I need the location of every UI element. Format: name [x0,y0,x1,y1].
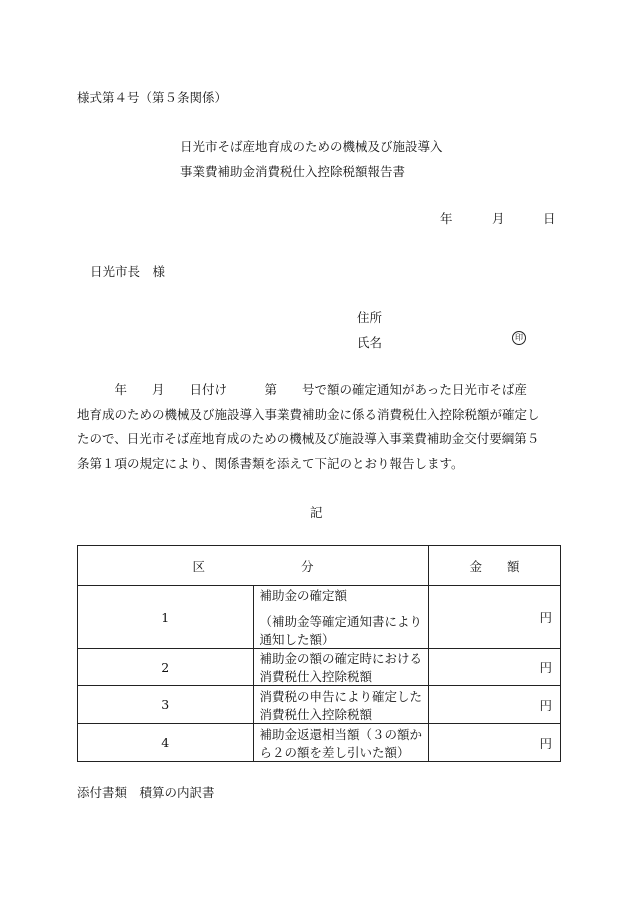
header-kubun-char1: 区 [192,558,206,574]
table-row [78,724,561,762]
row-label: 補助金の額の確定時における消費税仕入控除税額 [253,649,429,686]
table-row [78,686,561,724]
report-body-line: 地育成のための機械及び施設導入事業費補助金に係る消費税仕入控除税額が確定し [77,406,540,422]
document-title-line1: 日光市そば産地育成のための機械及び施設導入 [180,139,443,154]
form-number: 様式第４号（第５条関係） [77,90,228,105]
row-number: 2 [78,649,254,686]
report-body-line: 年 月 日付け 第 号で額の確定通知があった日光市そば産 [77,382,527,397]
seal-mark-icon: 印 [512,331,526,345]
row-number: 3 [78,686,254,724]
row-label-sub: （補助金等確定通知書により通知した額） [259,614,423,647]
row-number: 1 [78,586,254,649]
document-title-line2: 事業費補助金消費税仕入控除税額報告書 [180,164,406,179]
amount-cell[interactable]: 円 [429,649,561,686]
date-day-label: 日 [543,211,556,226]
name-label: 氏名 [357,335,383,350]
attachments-line: 添付書類 積算の内訳書 [77,785,215,800]
amount-cell[interactable]: 円 [429,586,561,649]
ki-heading: 記 [310,505,323,520]
addressee: 日光市長 様 [90,264,166,279]
table-row [78,649,561,686]
date-month-label: 月 [492,211,505,226]
row-label-main: 補助金の確定額 [259,588,348,603]
header-amount: 金 額 [429,546,561,586]
row-label [253,586,429,649]
row-label: 消費税の申告により確定した消費税仕入控除税額 [253,686,429,724]
amount-cell[interactable]: 円 [429,686,561,724]
report-body-line: 条第１項の規定により、関係書類を添えて下記のとおり報告します。 [77,455,464,471]
row-label: 補助金返還相当額（３の額から２の額を差し引いた額） [253,724,429,762]
report-body [77,378,557,476]
date-year-label: 年 [440,211,453,226]
amount-cell[interactable]: 円 [429,724,561,762]
report-table [77,545,561,762]
table-row [78,586,561,649]
table-header-row [78,546,561,586]
header-kubun-char2: 分 [300,558,314,574]
header-kubun [78,546,429,586]
address-label: 住所 [357,310,383,325]
row-number: 4 [78,724,254,762]
report-body-line: たので、日光市そば産地育成のための機械及び施設導入事業費補助金交付要綱第５ [77,431,540,446]
